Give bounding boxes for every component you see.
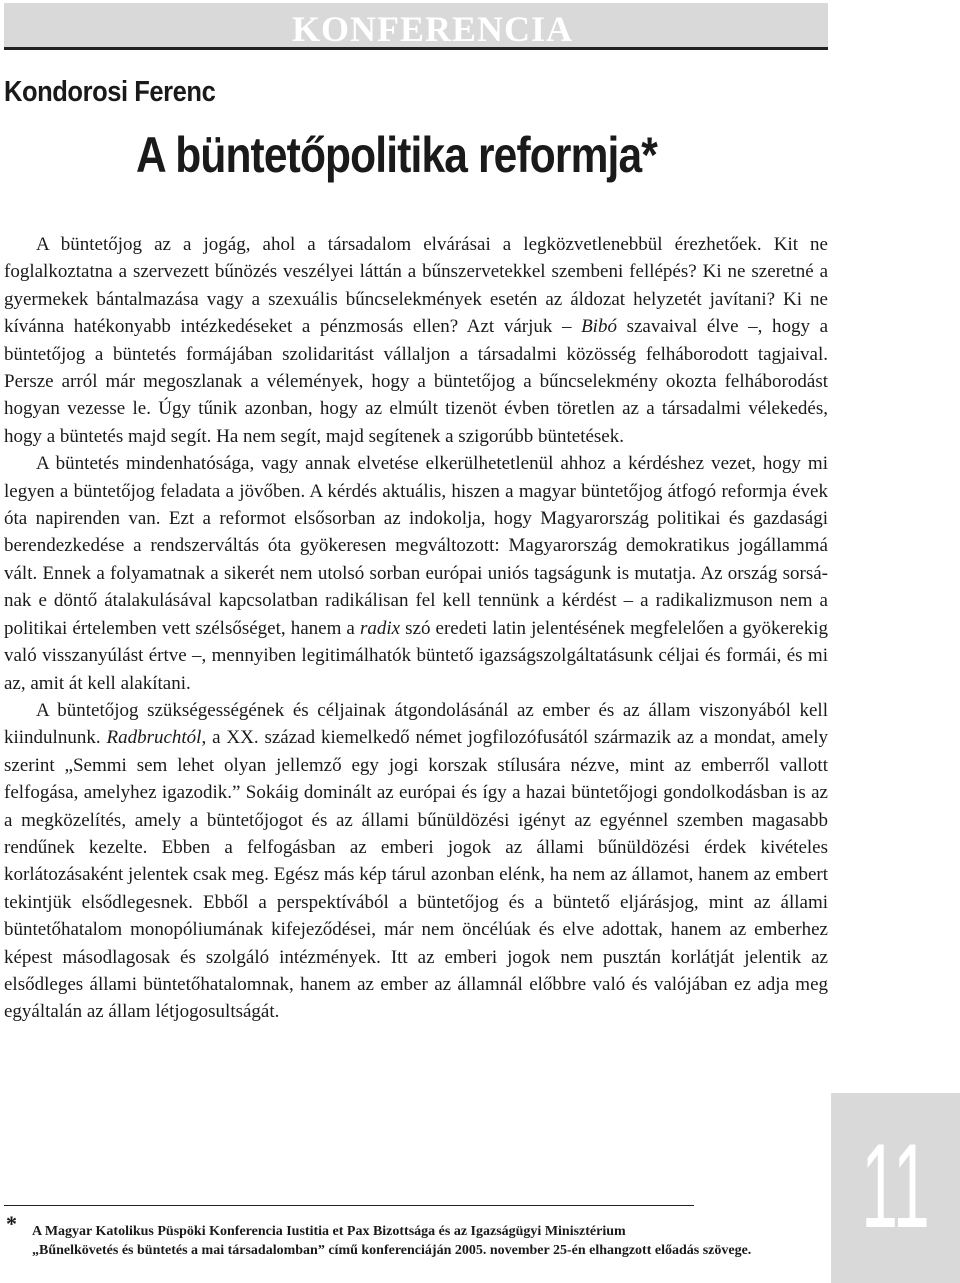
article-body (4, 231, 828, 1026)
emphasis-text: Bibó (581, 316, 617, 338)
author-name: Kondorosi Ferenc (4, 76, 216, 108)
text-run: A büntetés mindenhatósága, vagy annak elvetése elkerülhetetlenül ahhoz a kérdéshez vezet, hogy mi legyen a büntetőjog feladata a jövőben. A kérdés aktuális, hiszen a magyar büntetőjog átfogó reformja évek óta napirenden van. Ezt a reformot elsősorban az indokolja, hogy Magyarország politikai és gazdasági berendezkedése a rendszerváltás óta gyökeresen megváltozott: Magyarország demokratikus jogállammá vált. Ennek a folyamatnak a sikerét nem utolsó sorban európai uniós tagságunk is mutatja. Az ország sorsának e döntő átalakulásával kapcsolatban radikálisan fel kell tennünk a kérdést – a radikalizmuson nem a politikai értelemben vett szélsőséget, hanem a (4, 453, 828, 639)
text-run: szavaival élve –, hogy a büntetőjog a büntetés formájában szolidaritást vállaljon a társadalmi közösség felháborodott tagjaival. Persze arról már megoszlanak a vélemények, hogy a büntetőjog a bűncselekmény okozta felháborodást hogyan vezesse le. Úgy tűnik azonban, hogy az elmúlt tizenöt évben töretlen az a társadalmi vélekedés, hogy a büntetés majd segít. Ha nem segít, majd segítenek a szigorúbb büntetések. (4, 316, 828, 447)
footnote-line: A Magyar Katolikus Püspöki Konferencia Iustitia et Pax Bizottsága és az Igazságügyi Minisztérium (32, 1224, 626, 1239)
page-number: 11 (861, 1119, 930, 1253)
footnote-divider (4, 1205, 694, 1206)
paragraph (4, 697, 828, 1026)
text-run: A büntetőjog szükségességének és céljainak átgondolásánál az ember és az állam viszonyából kell kiindulnunk. (4, 699, 828, 749)
page-number-box (831, 1093, 960, 1283)
text-run: szó eredeti latin jelentésének megfelelően a gyökerekig való visszanyúlást értve –, mennyiben legitimálhatók büntető igazságszolgáltatásunk céljai és formái, és mi az, amit át kell alakítani. (4, 617, 829, 694)
section-label: KONFERENCIA (292, 9, 574, 49)
paragraph (4, 450, 828, 697)
text-run: , a XX. század kiemelkedő német jogfilozófusától származik az a mondat, amely szerint „Semmi sem lehet olyan jellemző egy jogi korszak stílusára nézve, mint az emberről vallott felfogása, amelyhez igazodik.” Sokáig dominált az európai és így a hazai büntetőjogi gondolkodásban is az a megközelítés, amely a büntetőjogot és az állami bűnüldözési igényt az egyénnel szemben magasabb rendűnek kezelte. Ebben a felfogásban az emberi jogok az állami bűnüldözési érdek kivételes korlátozásaként jelentek csak meg. Egész más kép tárul azonban elénk, ha nem az államot, hanem az embert tekintjük elsődlegesnek. Ebből a perspektívából a büntetőjog és a büntető eljárásjog, mint az állami büntetőhatalom monopóliumának kifejeződései, már nem öncélúak és elve adottak, hanem az emberhez képest másodlagosak és szolgáló intézmények. Itt az emberi jogok nem pusztán korlátját jelentik az elsődleges állami büntetőhatalomnak, hanem az ember az államnál előbbre való és valójában ez adja meg egyáltalán az állam létjogosultságát. (4, 727, 828, 1023)
emphasis-text: Radbruchtól (106, 727, 202, 749)
footnote-line: „Bűnelkövetés és büntetés a mai társadalomban” című konferenciáján 2005. november 25-én elhangzott előadás szövege. (32, 1243, 752, 1258)
text-run: A büntetőjog az a jogág, ahol a társadalom elvárásai a legközvetlenebbül érezhetőek. Kit ne foglalkoztatna a szervezett bűnözés veszélyei láttán a bűnszervetekkel szembeni fellépés? Ki ne szeretné a gyermekek bántalmazása vagy a szexuális bűncselekmények esetén az áldozat helyzetét javítani? Ki ne kívánna hatékonyabb intézkedéseket a pénzmosás ellen? Azt várjuk – (4, 234, 828, 338)
paragraph (4, 231, 828, 450)
section-header-band (4, 3, 828, 50)
footnote (32, 1222, 832, 1260)
emphasis-text: radix (359, 617, 401, 639)
article-title: A büntetőpolitika reformja* (136, 127, 657, 183)
footnote-marker: * (6, 1211, 17, 1236)
